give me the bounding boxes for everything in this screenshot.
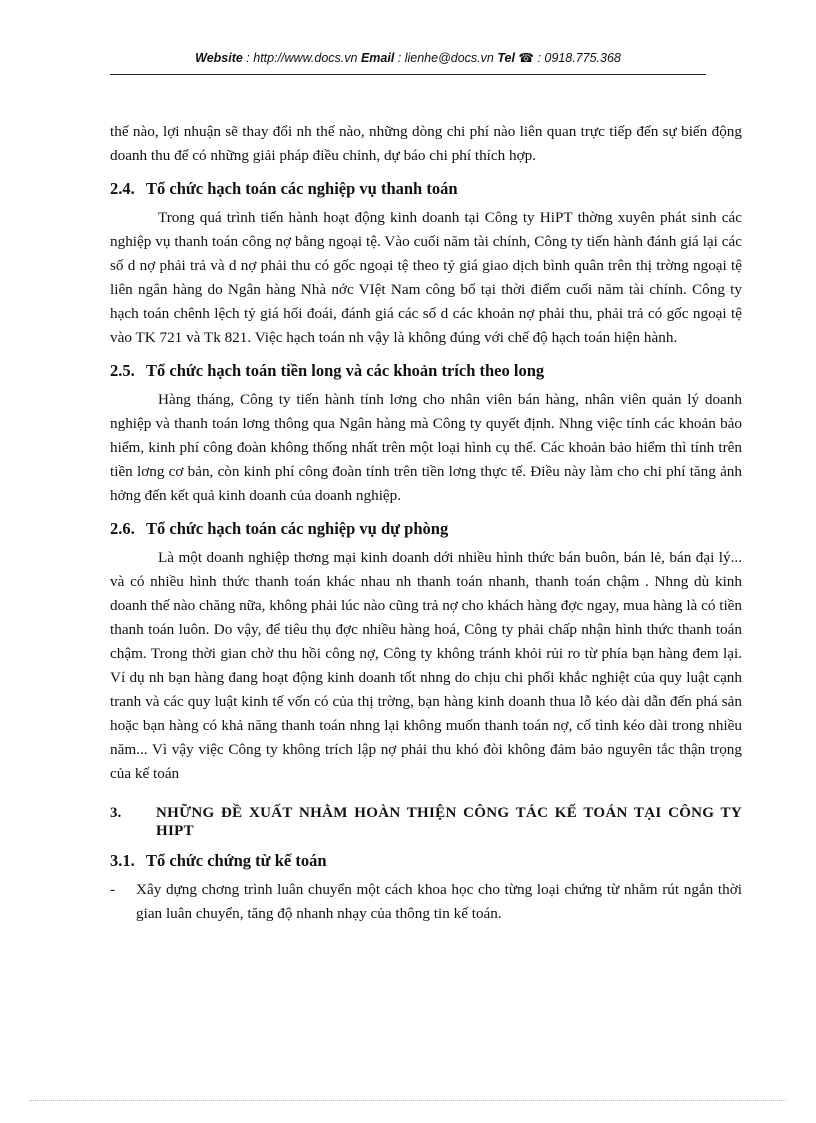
section-number: 2.6.	[110, 519, 135, 538]
header-tel-label: Tel ☎	[497, 51, 534, 65]
header-tel-value: : 0918.775.368	[533, 51, 621, 65]
header-email-value[interactable]: : lienhe@docs.vn	[394, 51, 498, 65]
section-number: 2.4.	[110, 179, 135, 198]
section-number: 3.1.	[110, 851, 135, 870]
intro-paragraph: thế nào, lợi nhuận sẽ thay đổi nh thế nào, những dòng chi phí nào liên quan trực tiếp đến sự biến động doanh thu để có những giải pháp điều chỉnh, dự báo chi phí thích hợp.	[110, 123, 742, 164]
header-email-label: Email	[360, 51, 395, 65]
section-heading-2-6	[110, 518, 742, 540]
list-item-text: Xây dựng chơng trình luân chuyển một cách khoa học cho từng loại chứng từ nhằm rút ngắn thời gian luân chuyển, tăng độ nhanh nhạy của thông tin kế toán.	[136, 881, 742, 922]
footer-divider	[30, 1100, 786, 1101]
section-number: 2.5.	[110, 361, 135, 380]
chapter-heading-3	[110, 804, 742, 840]
section-heading-3-1	[110, 850, 742, 872]
header-website-value[interactable]: : http://www.docs.vn	[242, 51, 361, 65]
section-title: Tổ chức hạch toán các nghiệp vụ thanh toán	[146, 179, 458, 198]
section-heading-2-5	[110, 360, 742, 382]
header-website-label: Website	[195, 51, 243, 65]
document-body	[110, 120, 742, 926]
section-title: Tổ chức hạch toán các nghiệp vụ dự phòng	[146, 519, 449, 538]
chapter-number: 3.	[110, 805, 122, 821]
section-title: Tổ chức hạch toán tiền long và các khoản trích theo long	[146, 361, 545, 380]
chapter-title: NHỮNG ĐỀ XUẤT NHẰM HOÀN THIỆN CÔNG TÁC KẾ TOÁN TẠI CÔNG TY HIPT	[156, 805, 742, 839]
section-heading-2-4	[110, 178, 742, 200]
header-divider	[110, 74, 706, 75]
page-header	[110, 50, 706, 65]
section-paragraph-2-4: Trong quá trình tiến hành hoạt động kinh doanh tại Công ty HiPT thờng xuyên phát sinh các nghiệp vụ thanh toán công nợ bằng ngoại tệ. Vào cuối năm tài chính, Công ty tiến hành đánh giá lại các số d nợ phải trả và d nợ phải thu có gốc ngoại tệ theo tỷ giá giao dịch bình quân trên thị trờng ngoại tệ liên ngân hàng do Ngân hàng Nhà nớc VIệt Nam công bố tại thời điểm cuối năm tài chính. Công ty hạch toán chênh lệch tỷ giá hối đoái, đánh giá các số d các khoản nợ phải thu, phải trả có gốc ngoại tệ vào TK 721 và Tk 821. Việc hạch toán nh vậy là không đúng với chế độ hạch toán hiện hành.	[110, 209, 742, 346]
section-paragraph-2-5: Hàng tháng, Công ty tiến hành tính lơng cho nhân viên bán hàng, nhân viên quản lý doanh nghiệp và thanh toán lơng thông qua Ngân hàng mà Công ty quyết định. Nhng việc tính các khoản bảo hiểm, kinh phí công đoàn không thống nhất trên một loại hình cụ thể. Các khoản bảo hiểm thì tính trên tiền lơng cơ bản, còn kinh phí công đoàn tính trên tiền lơng thực tế. Điều này làm cho chi phí tăng ảnh hởng đến kết quả kinh doanh của doanh nghiệp.	[110, 391, 742, 504]
list-item	[110, 878, 742, 926]
section-paragraph-2-6: Là một doanh nghiệp thơng mại kinh doanh dới nhiều hình thức bán buôn, bán lẻ, bán đại lý... và có nhiều hình thức thanh toán khác nhau nh thanh toán nhanh, thanh toán chậm . Nhng dù kinh doanh thế nào chăng nữa, không phải lúc nào cũng trả nợ cho khách hàng đợc ngay, mua hàng là có tiền thanh toán luôn. Do vậy, để tiêu thụ đợc nhiều hàng hoá, Công ty phải chấp nhận hình thức thanh toán chậm. Trong thời gian chờ thu hồi công nợ, Công ty không tránh khỏi rủi ro từ phía bạn hàng đem lại. Ví dụ nh bạn hàng đang hoạt động kinh doanh tốt nhng do chịu chi phối khắc nghiệt của quy luật cạnh tranh và các quy luật kinh tế vốn có của thị trờng, bạn hàng kinh doanh thua lỗ kéo dài dẫn đến phá sản hoặc bạn hàng có khả năng thanh toán nhng lại không muốn thanh toán nợ, cố tình kéo dài trong nhiều năm... Vì vậy việc Công ty không trích lập nợ phải thu khó đòi không đảm bảo nguyên tắc thận trọng của kế toán	[110, 549, 742, 782]
bullet-dash: -	[110, 881, 116, 898]
section-title: Tổ chức chứng từ kế toán	[146, 851, 327, 870]
